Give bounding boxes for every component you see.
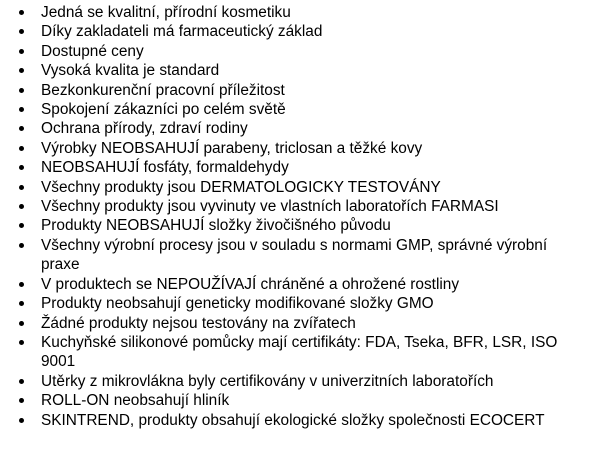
list-item-text: Všechny produkty jsou vyvinuty ve vlastních laboratořích FARMASI [41, 198, 499, 216]
list-item-text: Dostupné ceny [41, 42, 144, 60]
list-item-text: Vysoká kvalita je standard [41, 62, 220, 80]
bullet-icon [19, 29, 24, 34]
list-item-text: ROLL-ON neobsahují hliník [41, 392, 230, 410]
list-item-text: Spokojení zákazníci po celém světě [41, 101, 286, 119]
bullet-icon [19, 379, 24, 384]
list-item-text: Všechny výrobní procesy jsou v souladu s normami GMP, správné výrobní praxe [41, 236, 548, 274]
bullet-icon [19, 398, 24, 403]
list-item [0, 236, 610, 275]
bullet-icon [19, 223, 24, 228]
list-item-text: NEOBSAHUJÍ fosfáty, formaldehydy [41, 159, 289, 177]
list-item-text: Ochrana přírody, zdraví rodiny [41, 120, 248, 138]
bullet-icon [19, 165, 24, 170]
list-item [0, 275, 610, 294]
list-item [0, 411, 610, 430]
bullet-icon [19, 185, 24, 190]
list-item [0, 3, 610, 22]
bullet-icon [19, 301, 24, 306]
list-item [0, 391, 610, 410]
list-item [0, 139, 610, 158]
list-item [0, 100, 610, 119]
list-item-text: Výrobky NEOBSAHUJÍ parabeny, triclosan a těžké kovy [41, 139, 423, 157]
list-item-text: Produkty neobsahují geneticky modifikované složky GMO [41, 295, 434, 313]
list-item [0, 158, 610, 177]
list-item-text: Žádné produkty nejsou testovány na zvířatech [41, 314, 356, 332]
bullet-icon [19, 340, 24, 345]
list-item [0, 372, 610, 391]
list-item [0, 314, 610, 333]
list-item-text: Kuchyňské silikonové pomůcky mají certifikáty: FDA, Tseka, BFR, LSR, ISO 9001 [41, 333, 558, 371]
list-item-text: Utěrky z mikrovlákna byly certifikovány v univerzitních laboratořích [41, 372, 494, 390]
bullet-icon [19, 146, 24, 151]
list-item-text: Díky zakladateli má farmaceutický základ [41, 23, 323, 41]
list-item [0, 61, 610, 80]
bullet-list [0, 3, 610, 430]
bullet-icon [19, 68, 24, 73]
bullet-icon [19, 282, 24, 287]
list-item [0, 294, 610, 313]
bullet-icon [19, 243, 24, 248]
bullet-icon [19, 204, 24, 209]
list-item [0, 119, 610, 138]
document-body [0, 3, 610, 430]
list-item [0, 22, 610, 41]
bullet-icon [19, 107, 24, 112]
list-item-text: Produkty NEOBSAHUJÍ složky živočišného původu [41, 217, 391, 235]
bullet-icon [19, 418, 24, 423]
list-item [0, 333, 610, 372]
list-item [0, 197, 610, 216]
list-item [0, 42, 610, 61]
list-item-text: Bezkonkurenční pracovní příležitost [41, 81, 285, 99]
list-item-text: Všechny produkty jsou DERMATOLOGICKY TESTOVÁNY [41, 178, 441, 196]
bullet-icon [19, 88, 24, 93]
bullet-icon [19, 10, 24, 15]
list-item-text: V produktech se NEPOUŽÍVAJÍ chráněné a ohrožené rostliny [41, 275, 460, 293]
list-item-text: Jedná se kvalitní, přírodní kosmetiku [41, 4, 291, 21]
bullet-icon [19, 126, 24, 131]
list-item-text: SKINTREND, produkty obsahují ekologické složky společnosti ECOCERT [41, 411, 545, 429]
bullet-icon [19, 49, 24, 54]
list-item [0, 216, 610, 235]
bullet-icon [19, 321, 24, 326]
list-item [0, 178, 610, 197]
list-item [0, 81, 610, 100]
